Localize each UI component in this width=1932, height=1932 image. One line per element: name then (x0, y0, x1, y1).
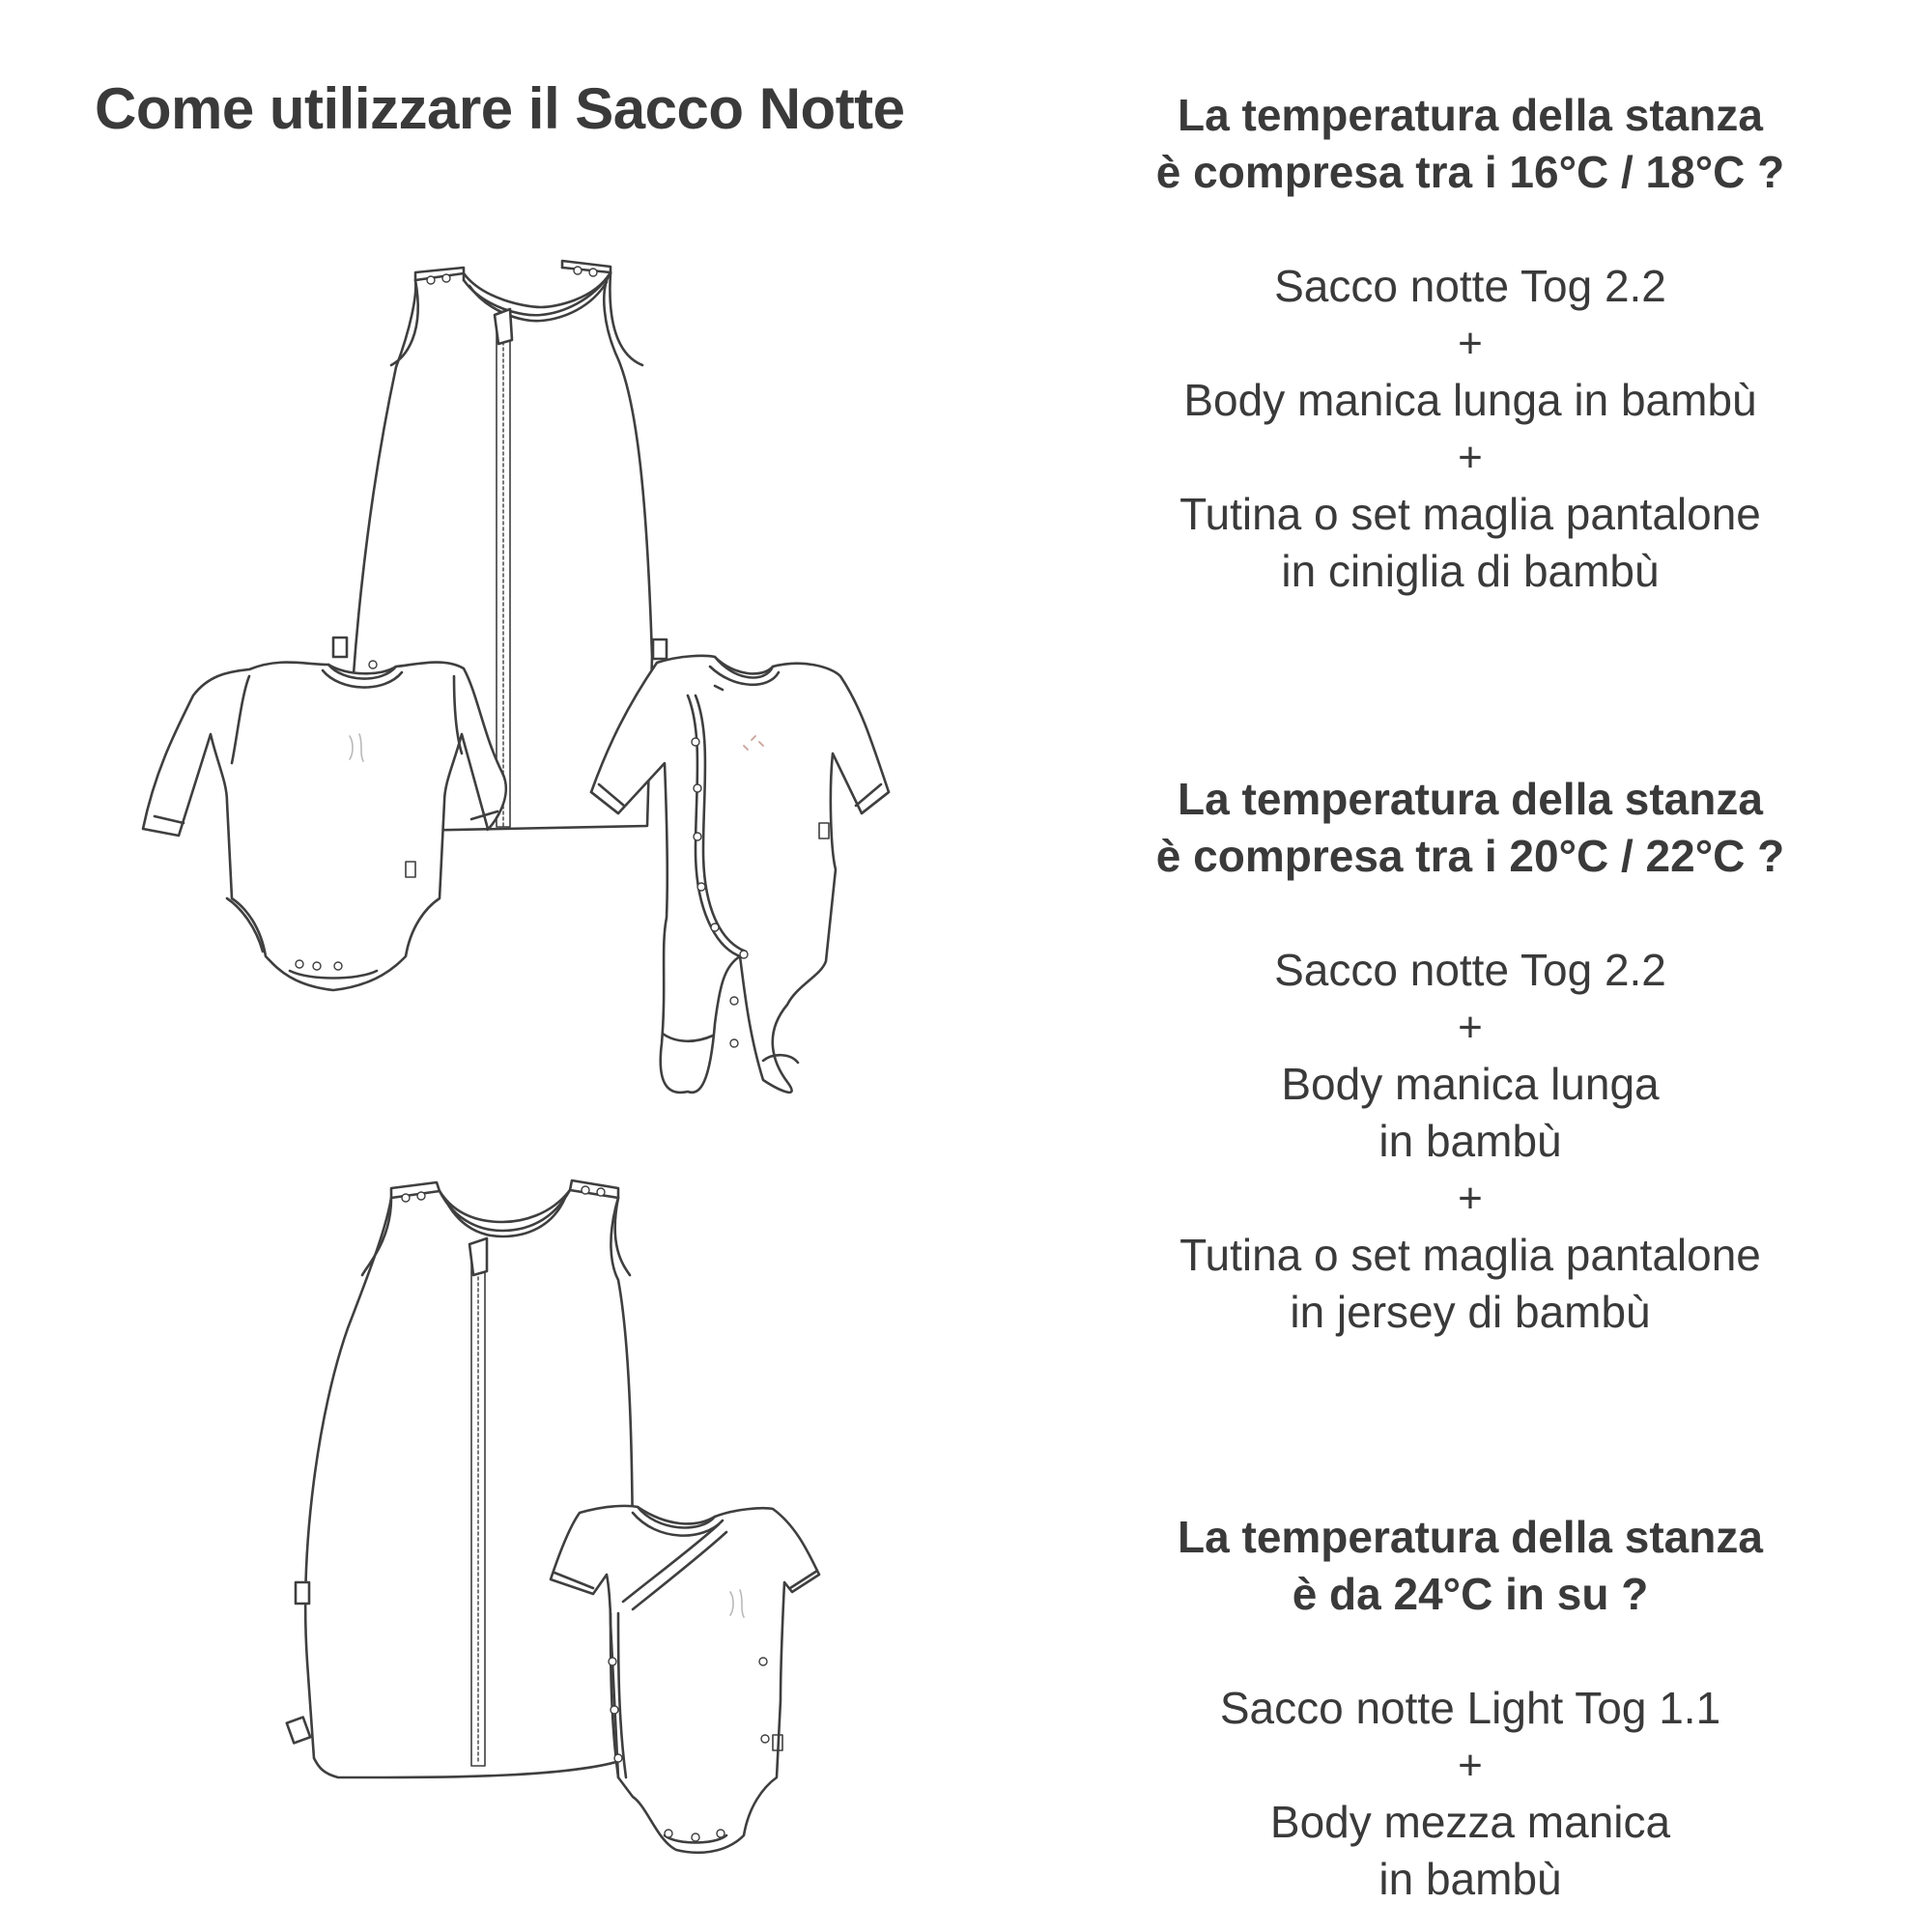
plus-separator: + (1458, 320, 1483, 367)
recommendation-line: in ciniglia di bambù (1281, 546, 1660, 596)
section-question-line2: è compresa tra i 20°C / 22°C ? (1155, 831, 1785, 881)
recommendation-line: Sacco notte Light Tog 1.1 (1219, 1683, 1721, 1733)
plus-separator: + (1458, 434, 1483, 481)
temperature-section-16-18 (1084, 87, 1857, 600)
temperature-section-24-up (1084, 1509, 1857, 1908)
illustration-set-1 (0, 0, 966, 1121)
plus-separator: + (1458, 1004, 1483, 1051)
section-question-line1: La temperatura della stanza (1178, 774, 1763, 824)
temperature-section-20-22 (1084, 771, 1857, 1341)
recommendation-line: Body manica lunga (1281, 1059, 1660, 1109)
recommendation-line: Sacco notte Tog 2.2 (1274, 945, 1666, 995)
recommendation-line: Tutina o set maglia pantalone (1179, 489, 1761, 539)
recommendation-line: in bambù (1378, 1854, 1562, 1904)
section-question-line1: La temperatura della stanza (1178, 90, 1763, 140)
section-question-line1: La temperatura della stanza (1178, 1512, 1763, 1562)
plus-separator: + (1458, 1742, 1483, 1789)
recommendation-line: Body mezza manica (1269, 1797, 1671, 1847)
recommendation-line: Body manica lunga in bambù (1183, 375, 1757, 425)
recommendation-line: Sacco notte Tog 2.2 (1274, 261, 1666, 311)
recommendation-line: in jersey di bambù (1290, 1287, 1651, 1337)
recommendation-line: in bambù (1378, 1116, 1562, 1166)
illustration-set-2 (0, 1121, 966, 1932)
recommendation-line: Tutina o set maglia pantalone (1179, 1230, 1761, 1280)
plus-separator: + (1458, 1175, 1483, 1222)
page-title: Come utilizzare il Sacco Notte (95, 76, 905, 141)
footed-sleepsuit-icon (591, 656, 889, 1093)
light-sleeping-bag-icon (287, 1180, 633, 1777)
section-question-line2: è compresa tra i 16°C / 18°C ? (1155, 147, 1785, 197)
section-question-line2: è da 24°C in su ? (1292, 1569, 1649, 1619)
